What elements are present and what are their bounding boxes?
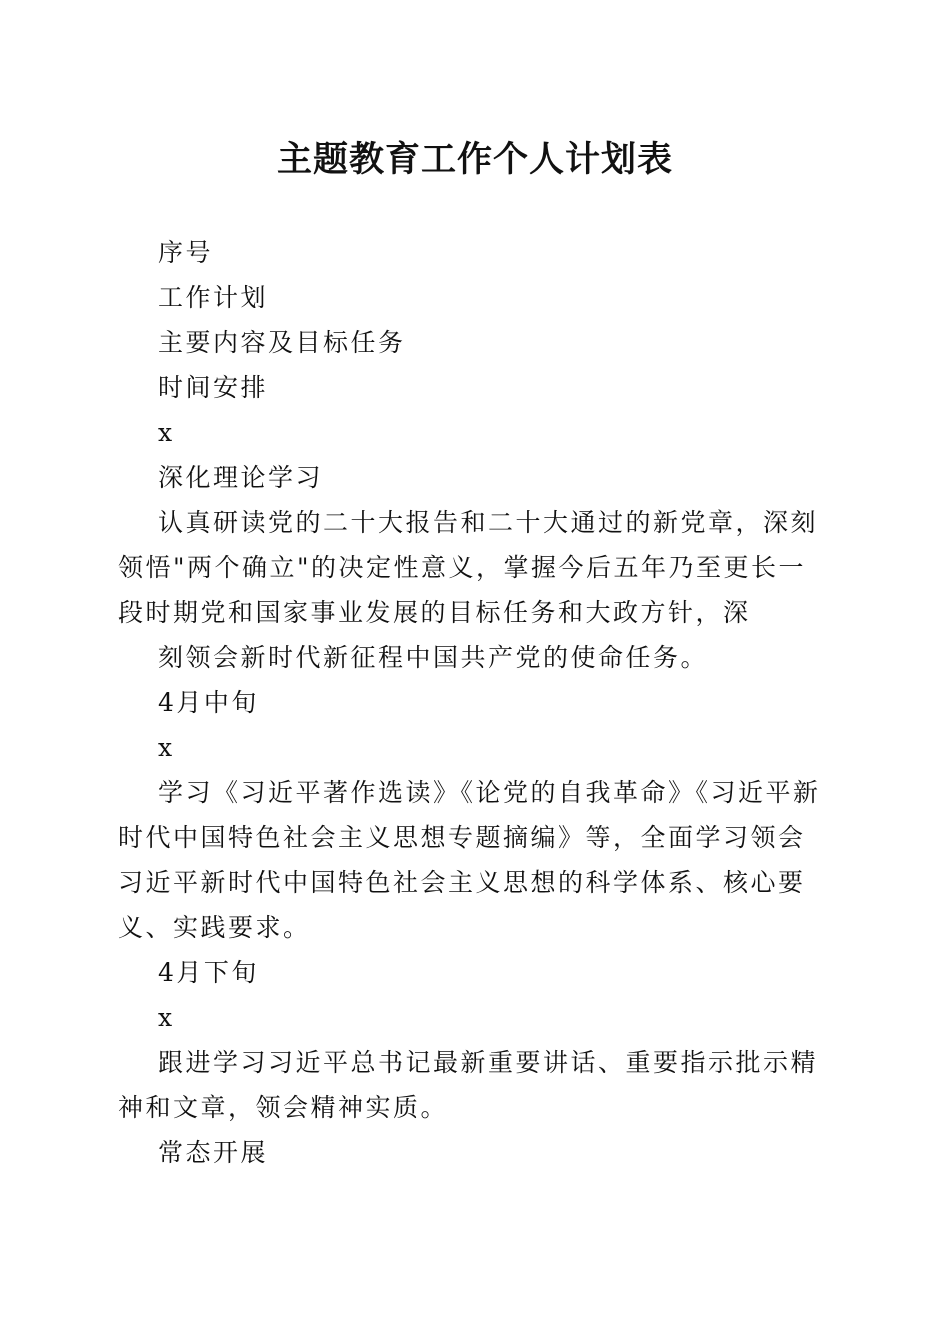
paragraph-task-text: 认真研读党的二十大报告和二十大通过的新党章，深刻领悟"两个确立"的决定性意义，掌握今后五年乃至更长一段时期党和国家事业发展的目标任务和大政方针，深: [118, 508, 819, 627]
paragraph-schedule-text: 常态开展: [158, 1138, 269, 1167]
paragraph-task-text: 学习《习近平著作选读》《论党的自我革命》《习近平新时代中国特色社会主义思想专题摘编》等，全面学习领会习近平新时代中国特色社会主义思想的科学体系、核心要义、实践要求。: [118, 778, 821, 942]
paragraph-header-content: 主要内容及目标任务: [158, 328, 406, 357]
page-title: 主题教育工作个人计划表: [276, 139, 673, 180]
paragraph-schedule-text: 4月中旬: [158, 688, 259, 717]
paragraph-header-work-plan: 工作计划: [158, 283, 269, 312]
paragraph-schedule-text: 4月下旬: [158, 958, 259, 987]
paragraph-task-text: 刻领会新时代新征程中国共产党的使命任务。: [158, 643, 709, 672]
paragraph-item-marker: x: [158, 1003, 175, 1032]
document-body: [118, 230, 828, 1175]
paragraph-task-text: 跟进学习习近平总书记最新重要讲话、重要指示批示精神和文章，领会精神实质。: [118, 1048, 819, 1122]
paragraph-item-marker: x: [158, 733, 175, 762]
paragraph-header-number: 序号: [158, 238, 214, 267]
paragraph-item-marker: x: [158, 418, 175, 447]
paragraph-header-schedule: 时间安排: [158, 373, 269, 402]
paragraph-plan-title: 深化理论学习: [158, 463, 324, 492]
